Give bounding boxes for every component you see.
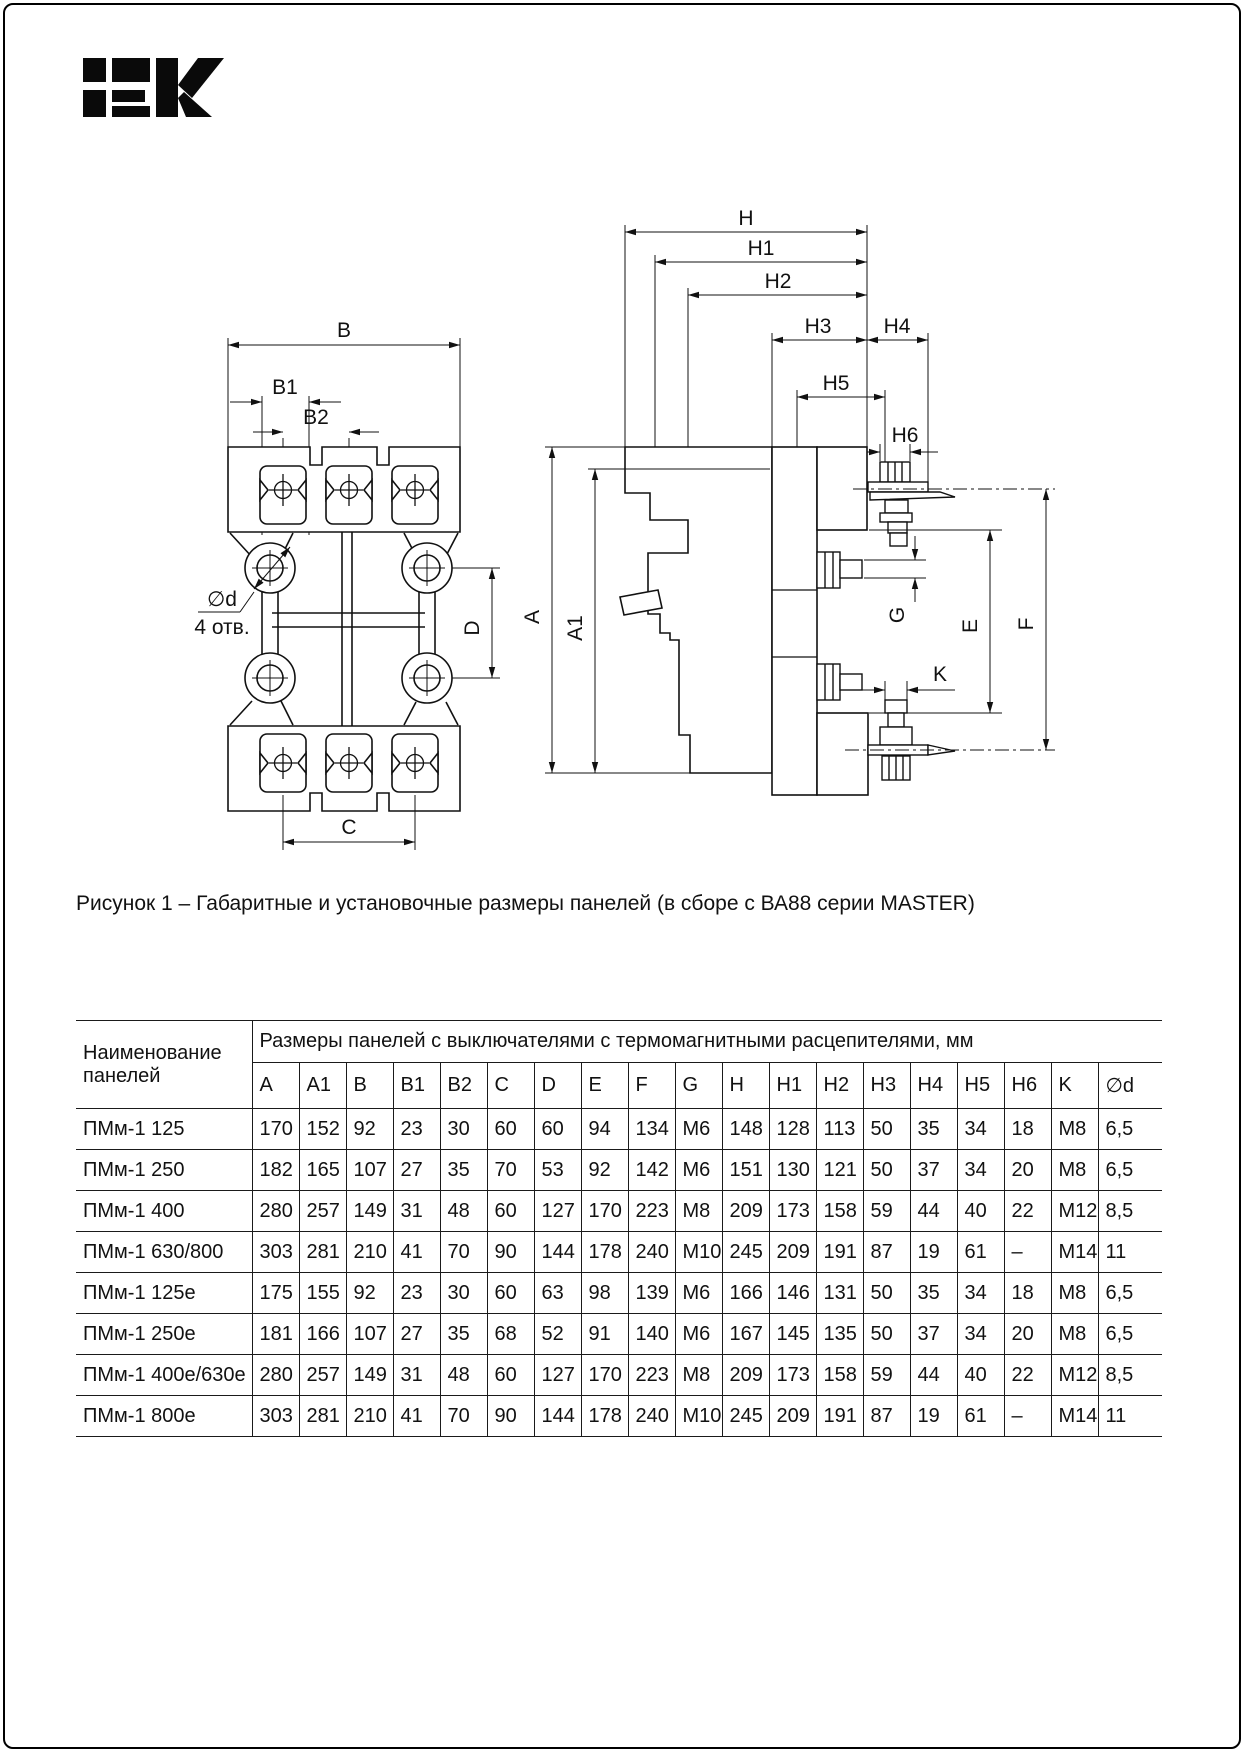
value-cell: 41 [393, 1232, 440, 1273]
value-cell: 6,5 [1098, 1314, 1162, 1355]
label-hole-count: 4 отв. [194, 616, 250, 639]
value-cell: 149 [346, 1191, 393, 1232]
value-cell: М6 [675, 1150, 722, 1191]
value-cell: 178 [581, 1396, 628, 1437]
value-cell: 48 [440, 1355, 487, 1396]
value-cell: 41 [393, 1396, 440, 1437]
table-row [76, 1109, 1162, 1150]
value-cell: 60 [487, 1273, 534, 1314]
value-cell: 19 [910, 1396, 957, 1437]
value-cell: 175 [252, 1273, 299, 1314]
value-cell: 131 [816, 1273, 863, 1314]
dimension-b [228, 338, 460, 447]
value-cell: 181 [252, 1314, 299, 1355]
table-group-header-row [76, 1021, 1162, 1063]
value-cell: 60 [487, 1355, 534, 1396]
upper-stud [817, 552, 862, 588]
value-cell: 61 [957, 1232, 1004, 1273]
lower-stud [817, 664, 862, 700]
column-header: K [1051, 1063, 1098, 1109]
panel-name-cell: ПМм-1 400 [83, 1199, 185, 1222]
panel-name-cell: ПМм-1 125 [83, 1117, 185, 1140]
front-view [194, 319, 500, 850]
value-cell: 23 [393, 1273, 440, 1314]
value-cell: 27 [393, 1150, 440, 1191]
label-h3: H3 [804, 315, 832, 338]
column-header: E [581, 1063, 628, 1109]
label-c: C [341, 816, 357, 839]
value-cell: 27 [393, 1314, 440, 1355]
value-cell: 6,5 [1098, 1109, 1162, 1150]
value-cell: 167 [722, 1314, 769, 1355]
label-b: B [336, 319, 352, 342]
value-cell: 151 [722, 1150, 769, 1191]
value-cell: 31 [393, 1355, 440, 1396]
value-cell: 170 [581, 1355, 628, 1396]
column-header: H4 [910, 1063, 957, 1109]
value-cell: 165 [299, 1150, 346, 1191]
value-cell: М6 [675, 1109, 722, 1150]
value-cell: 37 [910, 1314, 957, 1355]
column-header: ∅d [1098, 1063, 1162, 1109]
panel-name-cell: ПМм-1 800е [83, 1404, 196, 1427]
value-cell: 34 [957, 1314, 1004, 1355]
value-cell: 60 [487, 1191, 534, 1232]
value-cell: 113 [816, 1109, 863, 1150]
dimensions-table [76, 1020, 1162, 1437]
label-h2: H2 [764, 270, 792, 293]
table-row [76, 1396, 1162, 1437]
value-cell: 166 [299, 1314, 346, 1355]
value-cell: 94 [581, 1109, 628, 1150]
value-cell: 60 [534, 1109, 581, 1150]
value-cell: 210 [346, 1232, 393, 1273]
value-cell: 209 [769, 1232, 816, 1273]
value-cell: 223 [628, 1355, 675, 1396]
value-cell: 22 [1004, 1191, 1051, 1232]
value-cell: 35 [440, 1150, 487, 1191]
panel-name-cell: ПМм-1 630/800 [83, 1240, 224, 1263]
value-cell: 145 [769, 1314, 816, 1355]
value-cell: 70 [440, 1232, 487, 1273]
column-header: H5 [957, 1063, 1004, 1109]
value-cell: 128 [769, 1109, 816, 1150]
value-cell: 18 [1004, 1273, 1051, 1314]
label-b2: B2 [303, 406, 329, 429]
value-cell: – [1004, 1232, 1051, 1273]
value-cell: 68 [487, 1314, 534, 1355]
value-cell: М8 [1051, 1109, 1098, 1150]
value-cell: 140 [628, 1314, 675, 1355]
value-cell: М10 [675, 1396, 722, 1437]
value-cell: 223 [628, 1191, 675, 1232]
table-row [76, 1232, 1162, 1273]
value-cell: 60 [487, 1109, 534, 1150]
value-cell: 139 [628, 1273, 675, 1314]
column-header: B [346, 1063, 393, 1109]
value-cell: 209 [722, 1191, 769, 1232]
label-h5: H5 [822, 372, 850, 395]
value-cell: 178 [581, 1232, 628, 1273]
value-cell: 170 [252, 1109, 299, 1150]
value-cell: 37 [910, 1150, 957, 1191]
value-cell: 134 [628, 1109, 675, 1150]
value-cell: 257 [299, 1355, 346, 1396]
value-cell: 35 [910, 1273, 957, 1314]
table-row [76, 1273, 1162, 1314]
table-row [76, 1191, 1162, 1232]
value-cell: М12 [1051, 1191, 1098, 1232]
value-cell: 22 [1004, 1355, 1051, 1396]
label-h4: H4 [883, 315, 911, 338]
value-cell: 240 [628, 1232, 675, 1273]
value-cell: 152 [299, 1109, 346, 1150]
value-cell: 303 [252, 1232, 299, 1273]
value-cell: 8,5 [1098, 1191, 1162, 1232]
value-cell: 209 [769, 1396, 816, 1437]
value-cell: 144 [534, 1396, 581, 1437]
value-cell: 107 [346, 1150, 393, 1191]
value-cell: 20 [1004, 1150, 1051, 1191]
name-column-header: Наименование панелей [83, 1041, 222, 1087]
value-cell: 19 [910, 1232, 957, 1273]
value-cell: 92 [346, 1273, 393, 1314]
mounting-holes [245, 543, 452, 703]
label-g: G [886, 606, 909, 624]
value-cell: 44 [910, 1191, 957, 1232]
value-cell: 90 [487, 1232, 534, 1273]
table-row [76, 1314, 1162, 1355]
column-header: F [628, 1063, 675, 1109]
value-cell: 61 [957, 1396, 1004, 1437]
label-e: E [959, 618, 982, 634]
value-cell: 280 [252, 1355, 299, 1396]
value-cell: 35 [910, 1109, 957, 1150]
value-cell: 155 [299, 1273, 346, 1314]
value-cell: 245 [722, 1232, 769, 1273]
value-cell: 48 [440, 1191, 487, 1232]
value-cell: 98 [581, 1273, 628, 1314]
value-cell: 40 [957, 1355, 1004, 1396]
value-cell: 191 [816, 1396, 863, 1437]
value-cell: 166 [722, 1273, 769, 1314]
table-row [76, 1355, 1162, 1396]
value-cell: М8 [675, 1191, 722, 1232]
column-header: G [675, 1063, 722, 1109]
value-cell: 92 [581, 1150, 628, 1191]
value-cell: 209 [722, 1355, 769, 1396]
label-a: A [521, 609, 544, 625]
column-header: A1 [299, 1063, 346, 1109]
value-cell: 240 [628, 1396, 675, 1437]
table-row [76, 1150, 1162, 1191]
value-cell: 144 [534, 1232, 581, 1273]
value-cell: 127 [534, 1191, 581, 1232]
panel-name-cell: ПМм-1 250е [83, 1322, 196, 1345]
column-header: H3 [863, 1063, 910, 1109]
value-cell: 20 [1004, 1314, 1051, 1355]
value-cell: 148 [722, 1109, 769, 1150]
value-cell: 90 [487, 1396, 534, 1437]
value-cell: 34 [957, 1150, 1004, 1191]
value-cell: 23 [393, 1109, 440, 1150]
value-cell: 59 [863, 1191, 910, 1232]
value-cell: 158 [816, 1355, 863, 1396]
label-k: K [932, 663, 948, 686]
label-h6: H6 [891, 424, 919, 447]
value-cell: 173 [769, 1191, 816, 1232]
value-cell: 31 [393, 1191, 440, 1232]
value-cell: 70 [487, 1150, 534, 1191]
value-cell: 30 [440, 1109, 487, 1150]
value-cell: 182 [252, 1150, 299, 1191]
value-cell: 50 [863, 1314, 910, 1355]
value-cell: М10 [675, 1232, 722, 1273]
value-cell: 87 [863, 1396, 910, 1437]
column-header: H [722, 1063, 769, 1109]
label-h1: H1 [747, 237, 775, 260]
label-b1: B1 [272, 376, 298, 399]
panel-name-cell: ПМм-1 125е [83, 1281, 196, 1304]
value-cell: М8 [675, 1355, 722, 1396]
value-cell: 257 [299, 1191, 346, 1232]
value-cell: М6 [675, 1273, 722, 1314]
column-header: H1 [769, 1063, 816, 1109]
value-cell: 92 [346, 1109, 393, 1150]
panel-plate [772, 447, 817, 795]
value-cell: 87 [863, 1232, 910, 1273]
value-cell: 121 [816, 1150, 863, 1191]
value-cell: 30 [440, 1273, 487, 1314]
value-cell: 44 [910, 1355, 957, 1396]
column-header: H6 [1004, 1063, 1051, 1109]
top-bus-clamp [853, 462, 1055, 546]
value-cell: 135 [816, 1314, 863, 1355]
label-hole-dia: ∅d [207, 588, 237, 611]
value-cell: 50 [863, 1150, 910, 1191]
value-cell: 173 [769, 1355, 816, 1396]
value-cell: 280 [252, 1191, 299, 1232]
label-h: H [738, 207, 754, 230]
value-cell: 210 [346, 1396, 393, 1437]
value-cell: 34 [957, 1109, 1004, 1150]
column-header: H2 [816, 1063, 863, 1109]
value-cell: 59 [863, 1355, 910, 1396]
value-cell: М8 [1051, 1314, 1098, 1355]
value-cell: 146 [769, 1273, 816, 1314]
value-cell: 170 [581, 1191, 628, 1232]
value-cell: 245 [722, 1396, 769, 1437]
bottom-bus-clamp [845, 700, 1055, 780]
label-a1: A1 [564, 615, 587, 641]
value-cell: 6,5 [1098, 1150, 1162, 1191]
value-cell: 303 [252, 1396, 299, 1437]
label-d: D [461, 620, 484, 636]
group-header: Размеры панелей с выключателями с термомагнитными расцепителями, мм [252, 1021, 1162, 1063]
column-header: B1 [393, 1063, 440, 1109]
value-cell: – [1004, 1396, 1051, 1437]
value-cell: 158 [816, 1191, 863, 1232]
value-cell: 63 [534, 1273, 581, 1314]
value-cell: 34 [957, 1273, 1004, 1314]
value-cell: 50 [863, 1109, 910, 1150]
value-cell: 107 [346, 1314, 393, 1355]
label-f: F [1015, 617, 1038, 631]
value-cell: М6 [675, 1314, 722, 1355]
value-cell: М14 [1051, 1396, 1098, 1437]
value-cell: 8,5 [1098, 1355, 1162, 1396]
column-header: A [252, 1063, 299, 1109]
column-header: B2 [440, 1063, 487, 1109]
column-header: D [534, 1063, 581, 1109]
value-cell: 149 [346, 1355, 393, 1396]
column-header: C [487, 1063, 534, 1109]
value-cell: 50 [863, 1273, 910, 1314]
value-cell: М14 [1051, 1232, 1098, 1273]
lower-bracket [817, 713, 868, 795]
panel-name-cell: ПМм-1 250 [83, 1158, 185, 1181]
value-cell: 91 [581, 1314, 628, 1355]
value-cell: 18 [1004, 1109, 1051, 1150]
value-cell: М12 [1051, 1355, 1098, 1396]
value-cell: М8 [1051, 1273, 1098, 1314]
value-cell: 11 [1098, 1396, 1162, 1437]
figure-caption: Рисунок 1 – Габаритные и установочные размеры панелей (в сборе с ВА88 серии MASTER) [76, 892, 975, 915]
value-cell: 130 [769, 1150, 816, 1191]
value-cell: 142 [628, 1150, 675, 1191]
value-cell: М8 [1051, 1150, 1098, 1191]
value-cell: 127 [534, 1355, 581, 1396]
value-cell: 281 [299, 1396, 346, 1437]
value-cell: 35 [440, 1314, 487, 1355]
iek-logo [83, 58, 224, 117]
value-cell: 53 [534, 1150, 581, 1191]
value-cell: 70 [440, 1396, 487, 1437]
side-view [521, 207, 1055, 795]
value-cell: 191 [816, 1232, 863, 1273]
value-cell: 6,5 [1098, 1273, 1162, 1314]
value-cell: 52 [534, 1314, 581, 1355]
panel-name-cell: ПМм-1 400е/630е [83, 1363, 246, 1386]
value-cell: 281 [299, 1232, 346, 1273]
value-cell: 11 [1098, 1232, 1162, 1273]
value-cell: 40 [957, 1191, 1004, 1232]
